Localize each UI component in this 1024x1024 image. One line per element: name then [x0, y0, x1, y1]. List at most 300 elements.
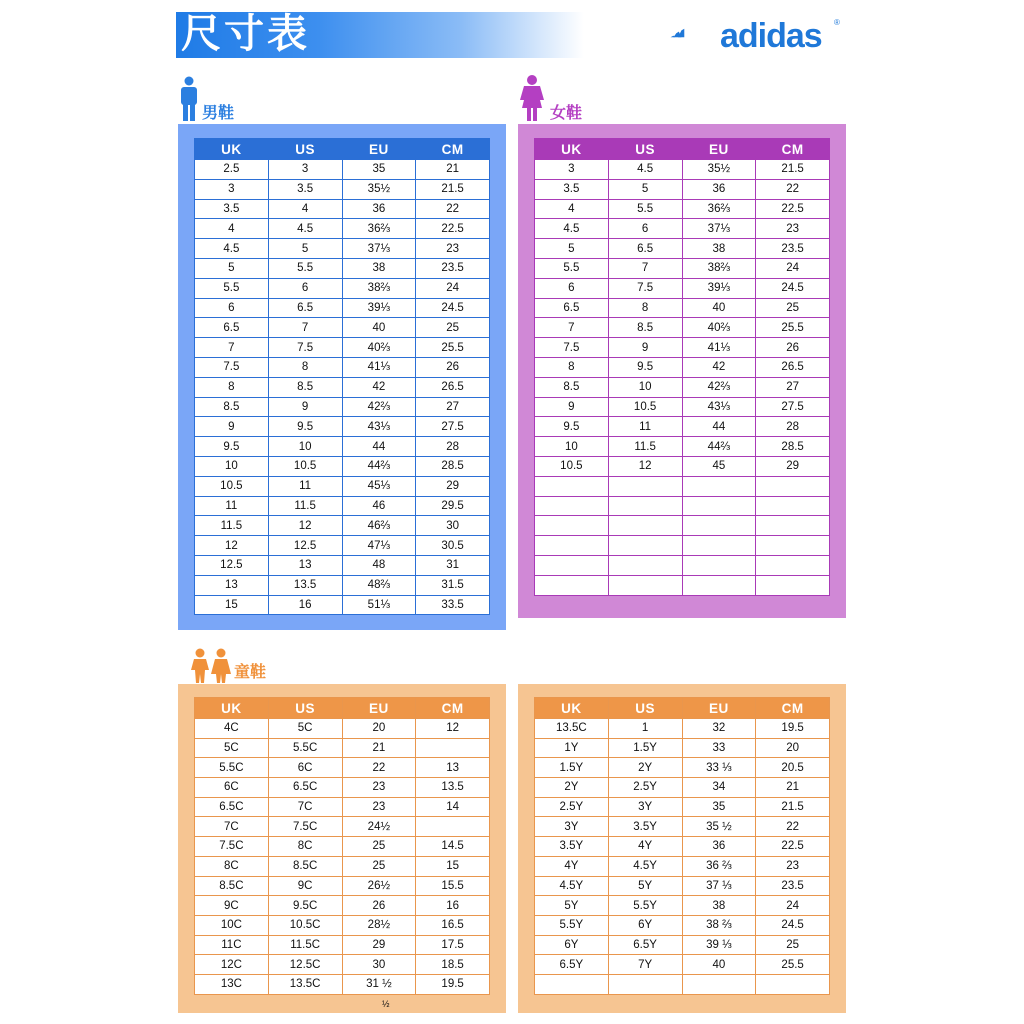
table-cell: 31 ½ [342, 974, 416, 994]
table-cell: 9 [535, 397, 609, 417]
table-row [195, 160, 490, 180]
table-row [535, 778, 830, 798]
brand-name: adidas [720, 17, 822, 55]
table-cell [756, 974, 830, 994]
table-cell: 6 [535, 278, 609, 298]
table-cell: 13 [195, 575, 269, 595]
table-row [535, 915, 830, 935]
table-cell: 30.5 [416, 536, 490, 556]
table-cell: 3Y [535, 817, 609, 837]
table-cell: 4.5 [195, 239, 269, 259]
table-row [535, 357, 830, 377]
table-cell: 20 [756, 738, 830, 758]
table-row [535, 797, 830, 817]
table-row [195, 258, 490, 278]
table-row [535, 338, 830, 358]
table-cell: 28 [756, 417, 830, 437]
table-cell: 37 ⅓ [682, 876, 756, 896]
table-cell: 5.5 [535, 258, 609, 278]
table-cell: 27 [756, 377, 830, 397]
table-cell: 1.5Y [608, 738, 682, 758]
table-row [195, 778, 490, 798]
table-cell [682, 496, 756, 516]
kids-size-table [194, 697, 490, 995]
col-uk: UK [535, 139, 609, 160]
table-row [535, 536, 830, 556]
table-cell [535, 516, 609, 536]
table-cell: 5.5Y [608, 896, 682, 916]
table-cell: 5C [195, 738, 269, 758]
table-row [195, 876, 490, 896]
table-cell: 31.5 [416, 575, 490, 595]
table-cell: 3 [268, 160, 342, 180]
col-eu: EU [342, 139, 416, 160]
women-size-table [534, 138, 830, 596]
table-cell: 8.5C [268, 856, 342, 876]
table-cell [756, 555, 830, 575]
table-cell: 29 [416, 476, 490, 496]
table-cell: 41⅓ [342, 357, 416, 377]
table-row [535, 219, 830, 239]
table-cell: 5 [535, 239, 609, 259]
men-label: 男鞋 [202, 103, 235, 122]
table-cell: 42 [682, 357, 756, 377]
table-row [195, 417, 490, 437]
table-cell: 42⅔ [682, 377, 756, 397]
table-cell: 6.5C [268, 778, 342, 798]
table-cell: 48⅔ [342, 575, 416, 595]
col-cm: CM [416, 698, 490, 719]
table-row [535, 876, 830, 896]
table-row [195, 278, 490, 298]
table-cell: 22.5 [416, 219, 490, 239]
table-cell: 3.5Y [535, 837, 609, 857]
table-cell: 7.5C [195, 837, 269, 857]
table-cell: 38 [682, 239, 756, 259]
table-row [195, 496, 490, 516]
table-row [535, 397, 830, 417]
table-row [195, 817, 490, 837]
table-cell: 6Y [535, 935, 609, 955]
table-row [195, 318, 490, 338]
col-cm: CM [416, 139, 490, 160]
table-cell: 21.5 [416, 179, 490, 199]
table-cell: 23 [756, 219, 830, 239]
table-cell: 29 [756, 456, 830, 476]
table-row [535, 377, 830, 397]
table-cell: 25 [342, 856, 416, 876]
table-cell: 10.5 [268, 456, 342, 476]
table-cell: 6 [268, 278, 342, 298]
table-cell: 7.5 [268, 338, 342, 358]
table-cell: 36⅔ [682, 199, 756, 219]
table-row [195, 338, 490, 358]
table-cell: 1.5Y [535, 758, 609, 778]
table-cell: 6.5 [535, 298, 609, 318]
table-row [535, 974, 830, 994]
table-row [195, 974, 490, 994]
table-row [195, 738, 490, 758]
table-row [195, 935, 490, 955]
table-cell: 4.5 [608, 160, 682, 180]
table-cell: 6.5 [608, 239, 682, 259]
table-cell: 7.5 [535, 338, 609, 358]
table-cell [608, 555, 682, 575]
table-cell: 24 [756, 258, 830, 278]
table-cell: 39⅓ [682, 278, 756, 298]
table-cell: 9C [195, 896, 269, 916]
table-cell: 36 [342, 199, 416, 219]
table-cell: 38 ⅔ [682, 915, 756, 935]
table-cell: 6 [608, 219, 682, 239]
table-cell: 40 [342, 318, 416, 338]
table-row [535, 758, 830, 778]
table-cell: 23.5 [756, 239, 830, 259]
table-cell: 3.5 [535, 179, 609, 199]
table-cell: 4 [535, 199, 609, 219]
table-cell: 7C [195, 817, 269, 837]
table-cell: 33 [682, 738, 756, 758]
table-cell: 6.5 [195, 318, 269, 338]
youth-size-panel [518, 684, 846, 1013]
table-cell: 26 [756, 338, 830, 358]
table-cell: 40 [682, 955, 756, 975]
table-cell: 36 ⅔ [682, 856, 756, 876]
table-row [535, 516, 830, 536]
table-cell: 5 [608, 179, 682, 199]
table-cell: 3.5 [268, 179, 342, 199]
table-cell: 8.5 [535, 377, 609, 397]
table-row [535, 298, 830, 318]
table-cell [682, 575, 756, 595]
table-cell: 39 ⅓ [682, 935, 756, 955]
table-row [195, 516, 490, 536]
table-row [195, 856, 490, 876]
table-cell: 44⅔ [682, 437, 756, 457]
table-cell: 2.5Y [608, 778, 682, 798]
table-cell: 36⅔ [342, 219, 416, 239]
table-cell: 43⅓ [342, 417, 416, 437]
women-size-panel [518, 124, 846, 618]
table-cell: 17.5 [416, 935, 490, 955]
man-figure-icon [178, 76, 200, 122]
table-cell: 11 [268, 476, 342, 496]
table-cell: 40⅔ [682, 318, 756, 338]
youth-size-table [534, 697, 830, 995]
table-cell: 9.5 [268, 417, 342, 437]
table-cell [535, 974, 609, 994]
table-cell: 14.5 [416, 837, 490, 857]
men-size-panel [178, 124, 506, 630]
table-cell: 19.5 [416, 974, 490, 994]
table-row [535, 199, 830, 219]
table-cell: 10.5C [268, 915, 342, 935]
table-cell: 14 [416, 797, 490, 817]
table-cell: 3.5 [195, 199, 269, 219]
table-row [535, 160, 830, 180]
table-cell: 4Y [608, 837, 682, 857]
table-cell: 12.5 [268, 536, 342, 556]
table-cell: 19.5 [756, 719, 830, 739]
table-cell [756, 516, 830, 536]
table-cell [608, 974, 682, 994]
table-row [195, 758, 490, 778]
table-row [535, 896, 830, 916]
table-cell: 26 [342, 896, 416, 916]
table-cell: 38 [342, 258, 416, 278]
table-cell: 9.5 [535, 417, 609, 437]
table-cell: 2Y [608, 758, 682, 778]
table-cell: 24.5 [756, 278, 830, 298]
table-cell: 8 [195, 377, 269, 397]
table-row [535, 417, 830, 437]
table-row [195, 437, 490, 457]
table-cell: 7C [268, 797, 342, 817]
table-cell: 8C [268, 837, 342, 857]
table-cell: 11.5 [195, 516, 269, 536]
table-cell: 7 [608, 258, 682, 278]
table-cell: 22 [756, 179, 830, 199]
kids-label: 童鞋 [234, 662, 267, 681]
table-cell [608, 536, 682, 556]
table-cell: 8C [195, 856, 269, 876]
table-cell: 6.5Y [535, 955, 609, 975]
table-cell: 23.5 [416, 258, 490, 278]
table-row [195, 595, 490, 615]
table-row [535, 258, 830, 278]
table-cell: 11.5C [268, 935, 342, 955]
table-cell: 7.5C [268, 817, 342, 837]
table-cell: 16 [416, 896, 490, 916]
table-cell: 38⅔ [342, 278, 416, 298]
table-cell: 22 [342, 758, 416, 778]
table-cell: 23 [342, 778, 416, 798]
table-cell: 13.5C [535, 719, 609, 739]
table-cell: 11.5 [608, 437, 682, 457]
table-cell: 25 [416, 318, 490, 338]
registered-mark: ® [834, 18, 840, 27]
table-cell: 26.5 [416, 377, 490, 397]
women-header-row [535, 139, 830, 160]
table-cell: 42⅔ [342, 397, 416, 417]
table-cell: 3.5Y [608, 817, 682, 837]
table-cell: 28.5 [756, 437, 830, 457]
table-cell: 10 [268, 437, 342, 457]
table-cell: 21 [756, 778, 830, 798]
table-cell: 41⅓ [682, 338, 756, 358]
col-uk: UK [535, 698, 609, 719]
table-cell: 5.5 [608, 199, 682, 219]
table-cell: 16 [268, 595, 342, 615]
table-cell: 5.5 [268, 258, 342, 278]
table-cell: 27.5 [416, 417, 490, 437]
table-cell [756, 496, 830, 516]
table-cell: 4.5 [535, 219, 609, 239]
table-cell [535, 476, 609, 496]
table-cell: 5.5 [195, 278, 269, 298]
table-cell: 10 [535, 437, 609, 457]
table-cell: 38 [682, 896, 756, 916]
table-cell: 1Y [535, 738, 609, 758]
table-cell: 22.5 [756, 837, 830, 857]
table-cell: 23 [756, 856, 830, 876]
table-cell: 9.5C [268, 896, 342, 916]
table-cell: 4.5 [268, 219, 342, 239]
table-cell: 7 [535, 318, 609, 338]
table-cell [608, 575, 682, 595]
table-cell: 13 [268, 555, 342, 575]
table-cell: 25.5 [756, 955, 830, 975]
table-cell [608, 476, 682, 496]
col-us: US [608, 698, 682, 719]
col-uk: UK [195, 139, 269, 160]
table-cell: 29.5 [416, 496, 490, 516]
table-row [535, 456, 830, 476]
table-row [195, 298, 490, 318]
table-cell: 13C [195, 974, 269, 994]
table-cell: 4.5Y [608, 856, 682, 876]
table-cell: 13.5 [268, 575, 342, 595]
table-row [195, 199, 490, 219]
table-cell: 28½ [342, 915, 416, 935]
table-row [535, 837, 830, 857]
table-cell: 44 [342, 437, 416, 457]
table-cell: 33 ⅓ [682, 758, 756, 778]
table-row [535, 555, 830, 575]
table-row [535, 955, 830, 975]
table-cell: 23 [342, 797, 416, 817]
table-cell: 2Y [535, 778, 609, 798]
table-cell: 27 [416, 397, 490, 417]
table-cell: 18.5 [416, 955, 490, 975]
table-cell: 46 [342, 496, 416, 516]
table-cell: 6C [268, 758, 342, 778]
table-cell: 12 [195, 536, 269, 556]
table-cell [416, 738, 490, 758]
table-cell: 8 [608, 298, 682, 318]
table-cell: 21 [416, 160, 490, 180]
table-cell: 4 [268, 199, 342, 219]
table-cell: 10C [195, 915, 269, 935]
table-cell: 6.5Y [608, 935, 682, 955]
col-us: US [268, 698, 342, 719]
table-cell: 5C [268, 719, 342, 739]
table-cell: 37⅓ [342, 239, 416, 259]
table-cell: 35 [342, 160, 416, 180]
table-row [535, 575, 830, 595]
table-cell: 35 [682, 797, 756, 817]
table-row [535, 738, 830, 758]
table-row [195, 955, 490, 975]
table-cell: 7.5 [195, 357, 269, 377]
table-cell: 5Y [608, 876, 682, 896]
table-cell [535, 496, 609, 516]
table-cell: 5 [195, 258, 269, 278]
table-cell: 13.5 [416, 778, 490, 798]
table-cell: 45 [682, 456, 756, 476]
table-cell [756, 476, 830, 496]
table-cell: 35½ [342, 179, 416, 199]
table-row [195, 896, 490, 916]
table-cell [756, 536, 830, 556]
col-cm: CM [756, 698, 830, 719]
table-row [535, 817, 830, 837]
table-cell: 48 [342, 555, 416, 575]
col-cm: CM [756, 139, 830, 160]
table-cell: 4.5Y [535, 876, 609, 896]
men-header-row [195, 139, 490, 160]
table-cell: 23 [416, 239, 490, 259]
table-cell: 35 ½ [682, 817, 756, 837]
table-cell: 3Y [608, 797, 682, 817]
table-cell: 24 [756, 896, 830, 916]
table-cell: 11.5 [268, 496, 342, 516]
table-cell: 46⅔ [342, 516, 416, 536]
table-row [195, 837, 490, 857]
table-cell: 9.5 [195, 437, 269, 457]
col-eu: EU [682, 139, 756, 160]
table-cell: 25 [756, 935, 830, 955]
table-cell: 12 [416, 719, 490, 739]
table-row [535, 496, 830, 516]
table-cell [756, 575, 830, 595]
table-row [195, 719, 490, 739]
table-cell: 26.5 [756, 357, 830, 377]
table-cell: 23.5 [756, 876, 830, 896]
table-cell: 40 [682, 298, 756, 318]
table-cell [682, 974, 756, 994]
table-cell: 22 [756, 817, 830, 837]
table-cell: 6.5 [268, 298, 342, 318]
table-cell: 2.5Y [535, 797, 609, 817]
table-cell: 4 [195, 219, 269, 239]
table-cell: 39⅓ [342, 298, 416, 318]
table-cell: 38⅔ [682, 258, 756, 278]
table-cell: 3 [535, 160, 609, 180]
table-cell: 28.5 [416, 456, 490, 476]
table-cell: 8 [535, 357, 609, 377]
table-cell: 10 [608, 377, 682, 397]
table-cell: 10.5 [608, 397, 682, 417]
table-cell: 10.5 [535, 456, 609, 476]
table-cell: 7.5 [608, 278, 682, 298]
table-cell: 13 [416, 758, 490, 778]
table-cell: 15.5 [416, 876, 490, 896]
table-cell: 7 [195, 338, 269, 358]
table-cell: 4Y [535, 856, 609, 876]
table-cell: 11 [608, 417, 682, 437]
col-eu: EU [682, 698, 756, 719]
table-row [195, 476, 490, 496]
table-cell: 37⅓ [682, 219, 756, 239]
table-cell: 36 [682, 179, 756, 199]
table-cell: 25.5 [756, 318, 830, 338]
table-row [535, 318, 830, 338]
table-row [535, 856, 830, 876]
table-cell: 12 [608, 456, 682, 476]
adidas-logo-icon [670, 16, 720, 50]
table-row [195, 536, 490, 556]
table-cell: 11C [195, 935, 269, 955]
table-cell: 28 [416, 437, 490, 457]
table-row [195, 797, 490, 817]
table-cell: 34 [682, 778, 756, 798]
table-cell: 11 [195, 496, 269, 516]
table-cell: 12.5C [268, 955, 342, 975]
table-cell [535, 555, 609, 575]
table-cell: 45⅓ [342, 476, 416, 496]
table-cell: 2.5 [195, 160, 269, 180]
